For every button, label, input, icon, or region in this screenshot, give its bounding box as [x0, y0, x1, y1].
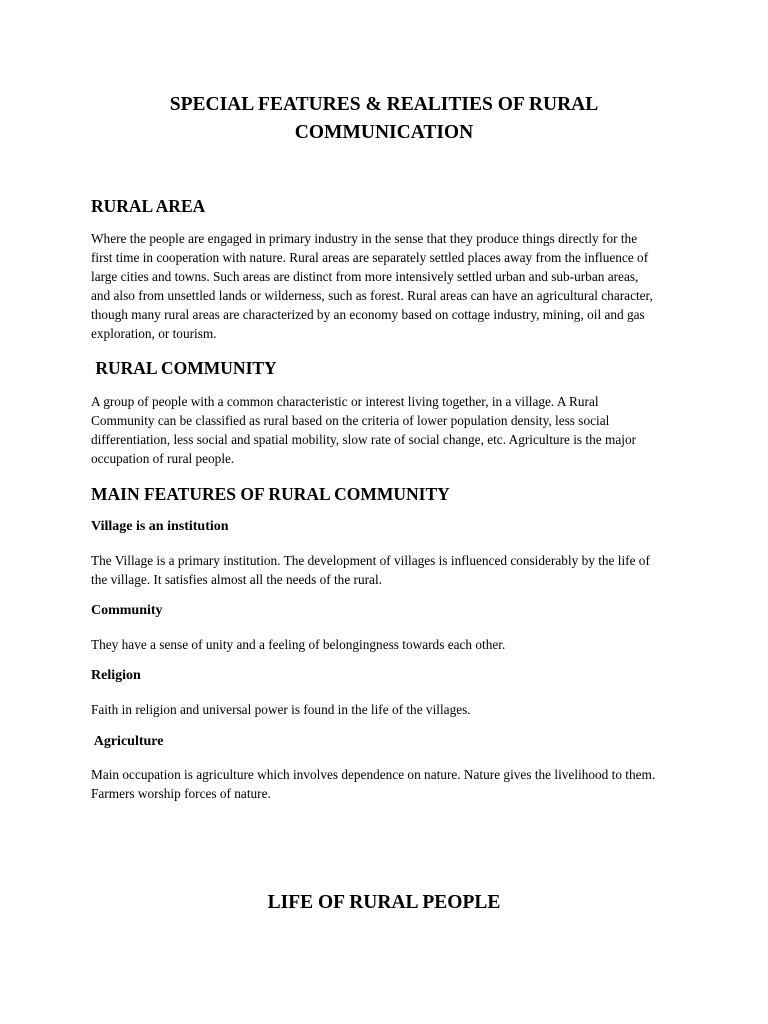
heading-rural-community: RURAL COMMUNITY [91, 358, 277, 378]
paragraph-community: They have a sense of unity and a feeling of belongingness towards each other. [91, 637, 506, 652]
paragraph-agriculture: Main occupation is agriculture which involves dependence on nature. Nature gives the livelihood to them. Farmers worship forces of nature. [91, 767, 656, 801]
paragraph-rural-area: Where the people are engaged in primary industry in the sense that they produce things directly for the first time in cooperation with nature. Rural areas are separately settled places away from the influence of large cities and towns. Such areas are distinct from more intensively settled urban and sub-urban areas, and also from unsettled lands or wilderness, such as forest. Rural areas can have an agricultural character, though many rural areas are characterized by an economy based on cottage industry, mining, oil and gas exploration, or tourism. [91, 231, 653, 341]
heading-rural-area: RURAL AREA [91, 196, 206, 216]
subheading-religion: Religion [91, 668, 141, 683]
section-title-life-of-rural-people: LIFE OF RURAL PEOPLE [267, 892, 501, 913]
subheading-village-institution: Village is an institution [91, 519, 229, 534]
page-title: SPECIAL FEATURES & REALITIES OF RURAL COMMUNICATION [169, 94, 599, 143]
paragraph-village-institution: The Village is a primary institution. The development of villages is influenced considerably by the life of the village. It satisfies almost all the needs of the rural. [91, 553, 650, 587]
subheading-agriculture: Agriculture [91, 734, 164, 749]
subheading-community: Community [91, 603, 163, 618]
paragraph-religion: Faith in religion and universal power is found in the life of the villages. [91, 702, 471, 717]
paragraph-rural-community: A group of people with a common characteristic or interest living together, in a village. A Rural Community can be classified as rural based on the criteria of lower population density, less social differentiation, less social and spatial mobility, slow rate of social change, etc. Agriculture is the major occupation of rural people. [91, 394, 637, 466]
heading-main-features: MAIN FEATURES OF RURAL COMMUNITY [91, 484, 450, 504]
